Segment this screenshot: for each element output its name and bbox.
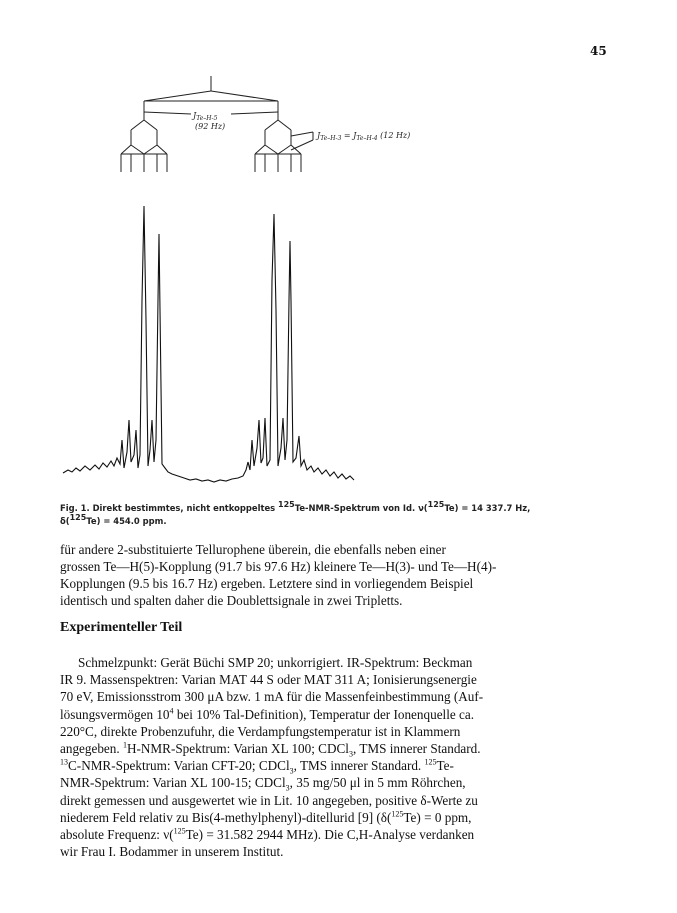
text-line: für andere 2-substituierte Tellurophene überein, die ebenfalls neben einer: [60, 542, 446, 557]
text-line: grossen Te—H(5)-Kopplung (91.7 bis 97.6 Hz) kleinere Te—H(3)- und Te—H(4)-: [60, 559, 497, 574]
spectrum-trace: [63, 206, 354, 482]
text-line: identisch und spalten daher die Doublettsignale in zwei Tripletts.: [60, 593, 403, 608]
experimental-paragraph: Schmelzpunkt: Gerät Büchi SMP 20; unkorrigiert. IR-Spektrum: Beckman IR 9. Massenspektren: Varian MAT 44 S oder MAT 311 A; Ionisierungsenergie 70 eV, Emissionsstrom 300 μA bzw. 1 mA für die Massenfeinbestimmung (Auf- lösungsvermögen $10^4$ bei 10% Tal-Definition), Temperatur der Ionenquelle ca. 220°C, direkte Probenzufuhr, die Verdampfungstemperatur ist in Klammern angegeben. $^1$H-NMR-Spektrum: Varian XL 100; CDCl$_3$, TMS innerer Standard. $^{13}$C-NMR-Spektrum: Varian CFT-20; CDCl$_3$, TMS innerer Standard. $^{125}$Te- NMR-Spektrum: Varian XL 100-15; CDCl$_3$, 35 mg/50 μl in 5 mm Röhrchen, direkt gemessen und ausgewertet wie in Lit. 10 angegeben, positive δ-Werte zu niederem Feld relativ zu Bis(4-methylphenyl)-ditellurid [9] (δ($^{125}$Te) = 0 ppm, absolute Frequenz: ν($^{125}$Te) = 31.582 2944 MHz). Die C,H-Analyse verdanken wir Frau I. Bodammer in unserem Institut.: [60, 655, 484, 860]
jte-h5-label: $J_{Te-H-5}$: [193, 111, 218, 122]
page-number: 45: [590, 44, 607, 58]
jte-h5-value: (92 Hz): [195, 122, 226, 131]
intro-paragraph: [60, 541, 622, 609]
figure-caption: Fig. 1. Direkt bestimmtes, nicht entkoppeltes $^{125}$Te-NMR-Spektrum von Id. ν($^{125}$Te) = 14 337.7 Hz, δ($^{125}$Te) = 454.0 ppm.: [60, 500, 531, 526]
section-heading: Experimenteller Teil: [60, 620, 183, 635]
text-line: Kopplungen (9.5 bis 16.7 Hz) ergeben. Letztere sind in vorliegendem Beispiel: [60, 576, 474, 591]
jte-h3-h4-label: $J_{Te-H-3} = J_{Te-H-4}$ (12 Hz): [317, 131, 411, 142]
